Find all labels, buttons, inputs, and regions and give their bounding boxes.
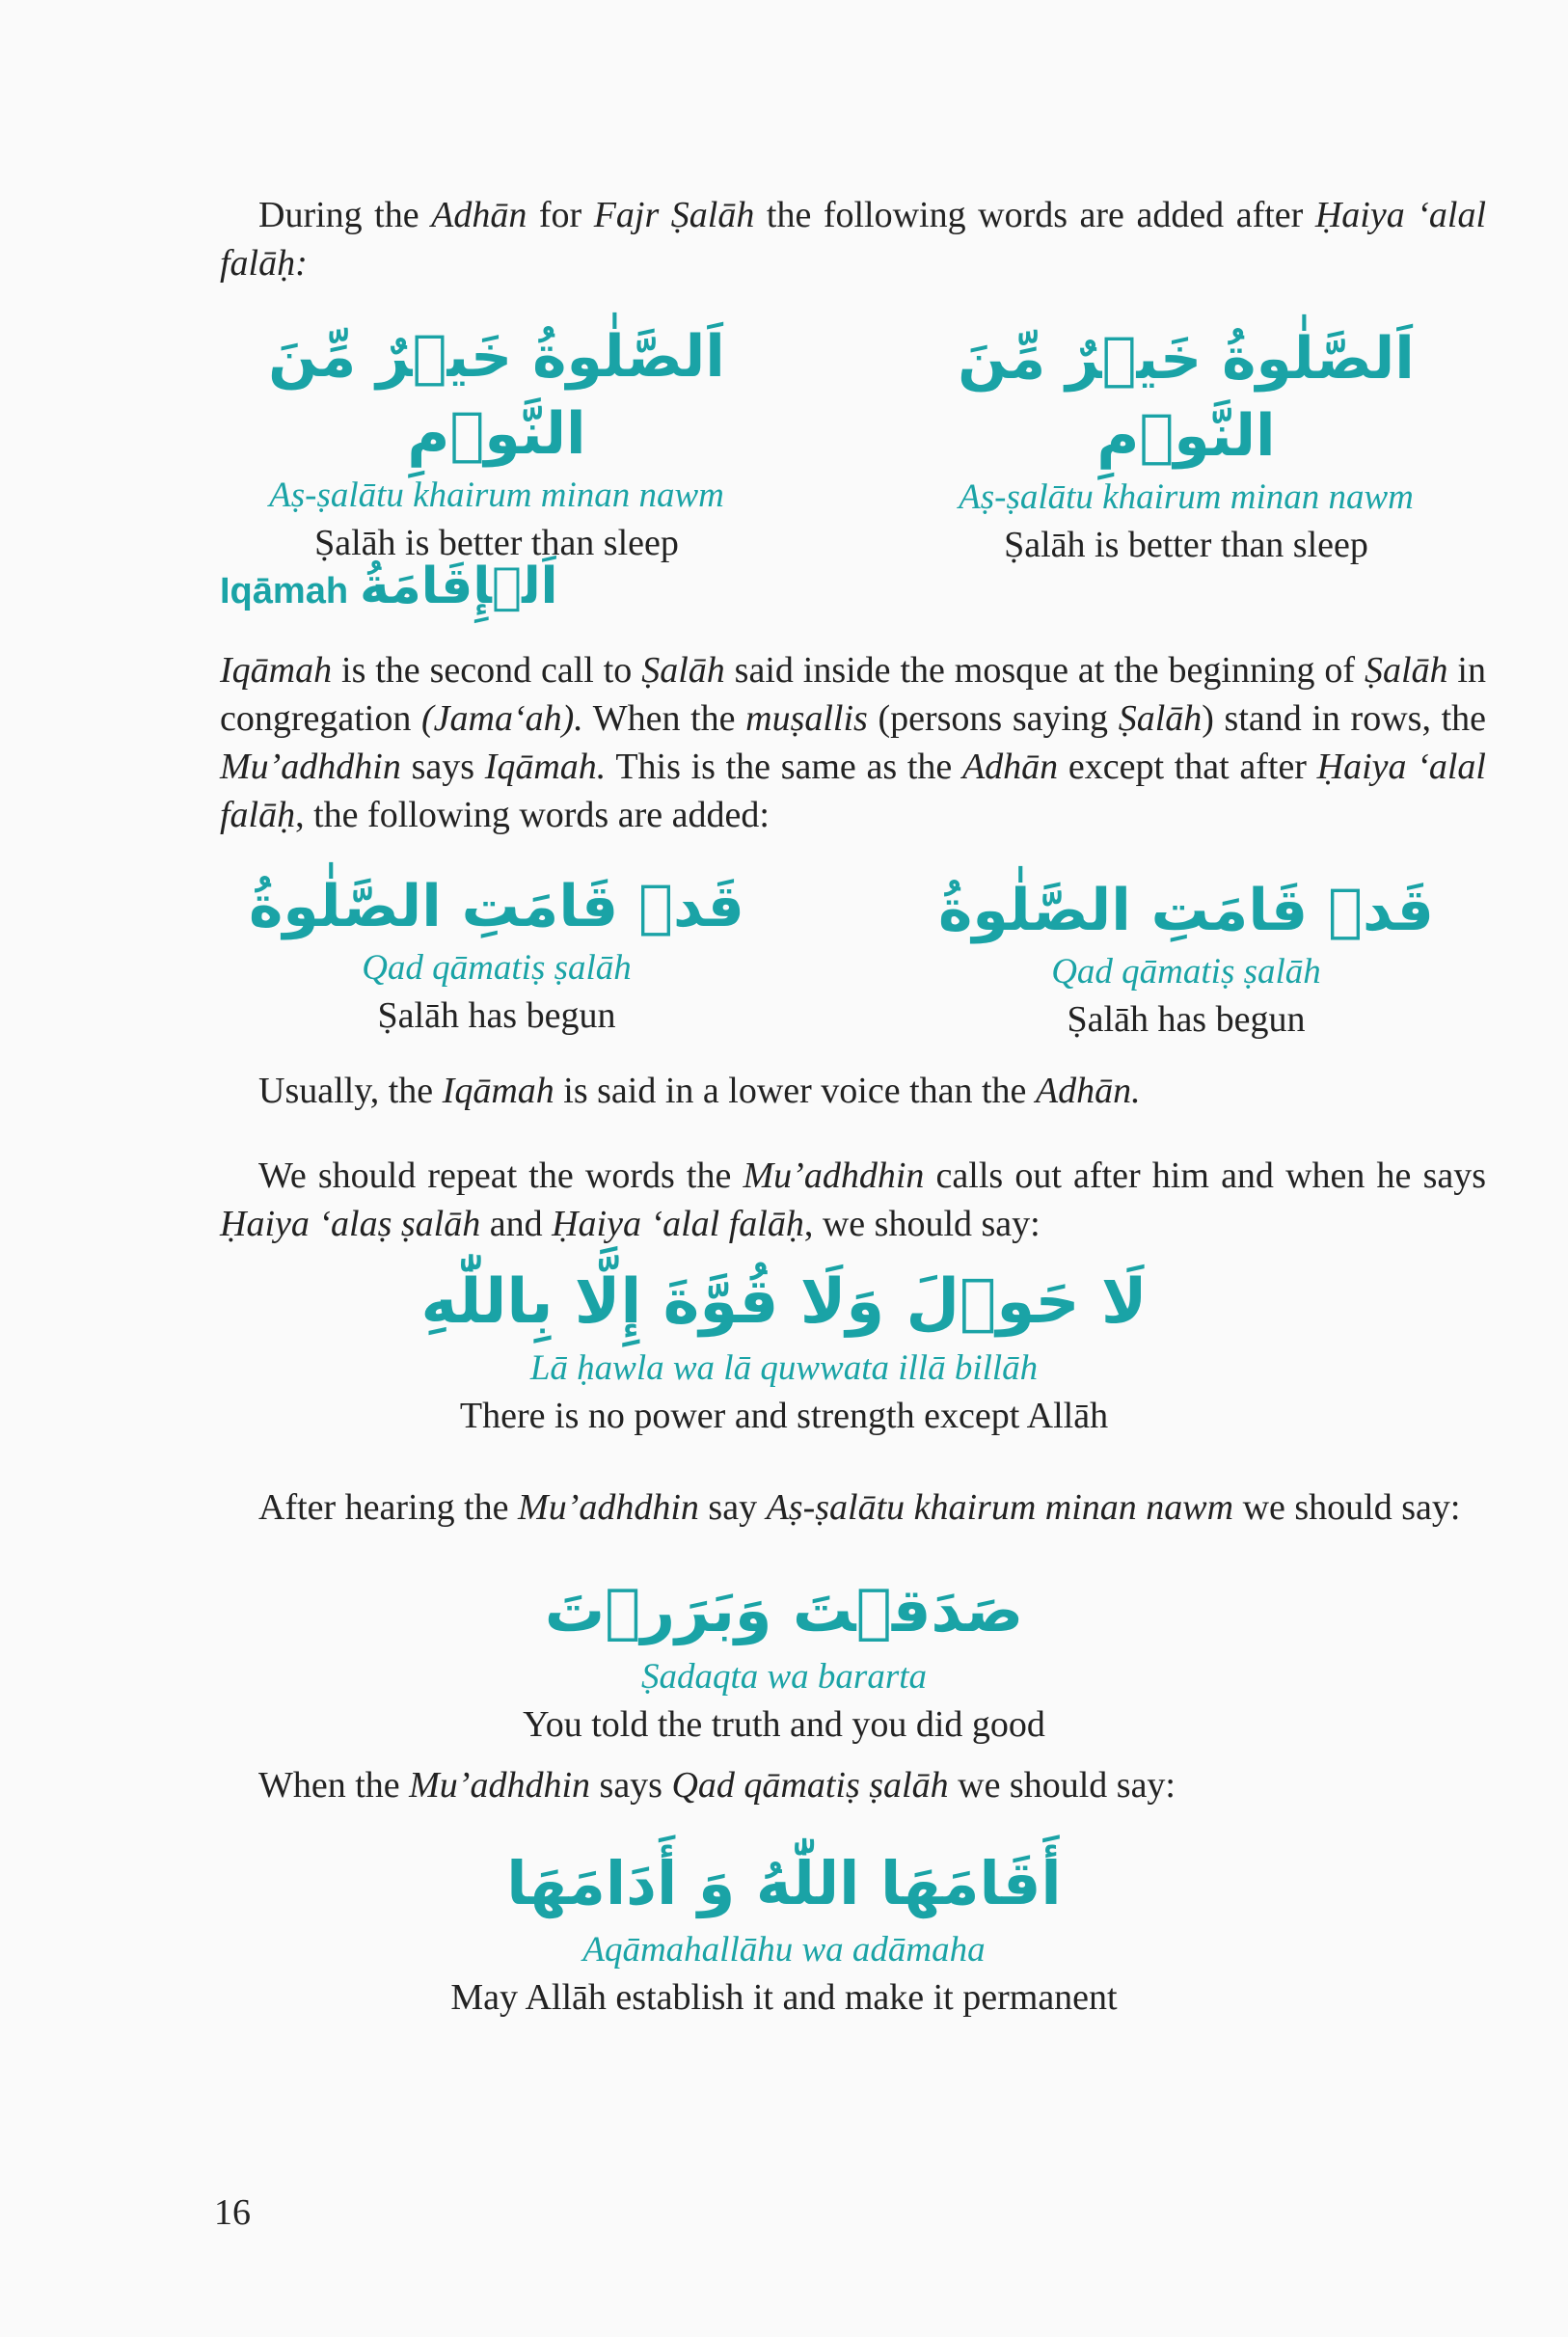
transliteration: Aṣ-ṣalātu khairum minan nawm — [959, 477, 1414, 517]
translation: There is no power and strength except Allāh — [459, 1396, 1109, 1436]
text-run: After hearing the — [258, 1487, 519, 1528]
text-run: When the — [258, 1765, 410, 1806]
fajr-phrase-left — [188, 318, 805, 567]
text-run: When the — [582, 698, 746, 739]
hawla-phrase — [0, 1259, 1568, 1440]
text-run: Adhān. — [1035, 1071, 1141, 1111]
text-run: Ḥaiya ‘alal falāḥ — [220, 747, 1486, 835]
translation: May Allāh establish it and make it permanent — [450, 1977, 1118, 2018]
transliteration: Qad qāmatiṣ ṣalāh — [1051, 952, 1321, 992]
term-haiya-alal-falah: Ḥaiya ‘alal falāḥ: — [220, 195, 1487, 284]
text-run: except that after — [1058, 747, 1317, 787]
fajr-intro-paragraph — [0, 191, 1568, 287]
text-run: Iqāmah. — [484, 747, 607, 787]
text-run: we should say: — [1233, 1487, 1461, 1528]
text-run: (Jama‘ah). — [421, 698, 583, 739]
repeat-paragraph — [0, 1152, 1568, 1248]
when-says-paragraph — [0, 1761, 1568, 1809]
after-hearing-paragraph — [0, 1483, 1568, 1532]
text-run: calls out after him and when he says — [924, 1155, 1487, 1196]
arabic-phrase: قَدۡ قَامَتِ الصَّلٰوةُ — [938, 877, 1434, 944]
text-run: Adhān — [961, 747, 1059, 787]
text-run: in congregation — [220, 650, 1486, 739]
text-run: ) stand in rows, the — [1202, 698, 1486, 739]
transliteration: Qad qāmatiṣ ṣalāh — [362, 948, 632, 988]
arabic-phrase: اَلصَّلٰوةُ خَيۡرٌ مِّنَ النَّوۡمِ — [268, 323, 725, 468]
text-run: we should say: — [948, 1765, 1176, 1806]
text-run: says — [590, 1765, 672, 1806]
qad-phrase-left — [188, 868, 805, 1040]
text-run: the following words are added after — [754, 195, 1315, 235]
heading-label: Iqāmah — [220, 571, 349, 611]
text-run: During the — [258, 195, 432, 235]
text-run: says — [400, 747, 485, 787]
term-adhan: Adhān — [431, 195, 527, 235]
aqama-phrase — [0, 1840, 1568, 2022]
arabic-phrase: أَقَامَهَا اللّٰهُ وَ أَدَامَهَا — [506, 1848, 1062, 1918]
translation: Ṣalāh is better than sleep — [314, 523, 679, 563]
transliteration: Aqāmahallāhu wa adāmaha — [582, 1930, 986, 1970]
text-run: Aṣ-ṣalātu khairum minan nawm — [766, 1487, 1234, 1528]
text-run: Mu’adhdhin — [220, 747, 401, 787]
transliteration: Lā ḥawla wa lā quwwata illā billāh — [529, 1348, 1039, 1388]
text-run: is said in a lower voice than the — [554, 1071, 1036, 1111]
text-run: Iqāmah — [220, 650, 333, 691]
text-run: Usually, the — [258, 1071, 443, 1111]
text-run: and — [480, 1204, 553, 1244]
arabic-phrase: اَلصَّلٰوةُ خَيۡرٌ مِّنَ النَّوۡمِ — [958, 325, 1415, 470]
translation: You told the truth and you did good — [523, 1704, 1045, 1745]
text-run: muṣallis — [745, 698, 868, 739]
usually-paragraph — [0, 1067, 1568, 1115]
text-run: Mu’adhdhin — [409, 1765, 591, 1806]
text-run: for — [527, 195, 594, 235]
transliteration: Ṣadaqta wa bararta — [640, 1657, 928, 1697]
text-run: Qad qāmatiṣ ṣalāh — [671, 1765, 949, 1806]
qad-phrase-right — [878, 872, 1495, 1044]
text-run: Ḥaiya ‘alal falāḥ — [552, 1204, 804, 1244]
section-heading-iqamah — [220, 559, 557, 618]
arabic-phrase: قَدۡ قَامَتِ الصَّلٰوةُ — [249, 873, 744, 940]
fajr-phrase-right — [878, 320, 1495, 569]
arabic-phrase: لَا حَوۡلَ وَلَا قُوَّةَ إِلَّا بِاللّٰهِ — [420, 1266, 1148, 1338]
text-run: , we should say: — [803, 1204, 1041, 1244]
text-run: Ṣalāh — [1364, 650, 1448, 691]
text-run: , the following words are added: — [295, 795, 770, 835]
text-run: This is the same as the — [606, 747, 962, 787]
heading-arabic: اَلۡإِقَامَةُ — [360, 557, 558, 615]
page-number: 16 — [214, 2192, 251, 2233]
text-run: Mu’adhdhin — [518, 1487, 699, 1528]
text-run: Ṣalāh — [641, 650, 725, 691]
translation: Ṣalāh has begun — [1067, 999, 1306, 1040]
text-run: Ṣalāh — [1118, 698, 1203, 739]
sadaqta-phrase — [0, 1567, 1568, 1749]
text-run: say — [698, 1487, 767, 1528]
text-run: Iqāmah — [442, 1071, 554, 1111]
text-run: Ḥaiya ‘alaṣ ṣalāh — [220, 1204, 481, 1244]
translation: Ṣalāh has begun — [377, 995, 616, 1036]
arabic-phrase: صَدَقۡتَ وَبَرَرۡتَ — [544, 1575, 1024, 1645]
iqamah-paragraph — [0, 646, 1568, 839]
term-fajr-salah: Fajr Ṣalāh — [593, 195, 755, 235]
transliteration: Aṣ-ṣalātu khairum minan nawm — [269, 476, 724, 515]
text-run: (persons saying — [867, 698, 1119, 739]
text-run: is the second call to — [332, 650, 642, 691]
text-run: We should repeat the words the — [258, 1155, 743, 1196]
text-run: said inside the mosque at the beginning of — [724, 650, 1365, 691]
text-run: Mu’adhdhin — [743, 1155, 925, 1196]
translation: Ṣalāh is better than sleep — [1004, 525, 1368, 565]
